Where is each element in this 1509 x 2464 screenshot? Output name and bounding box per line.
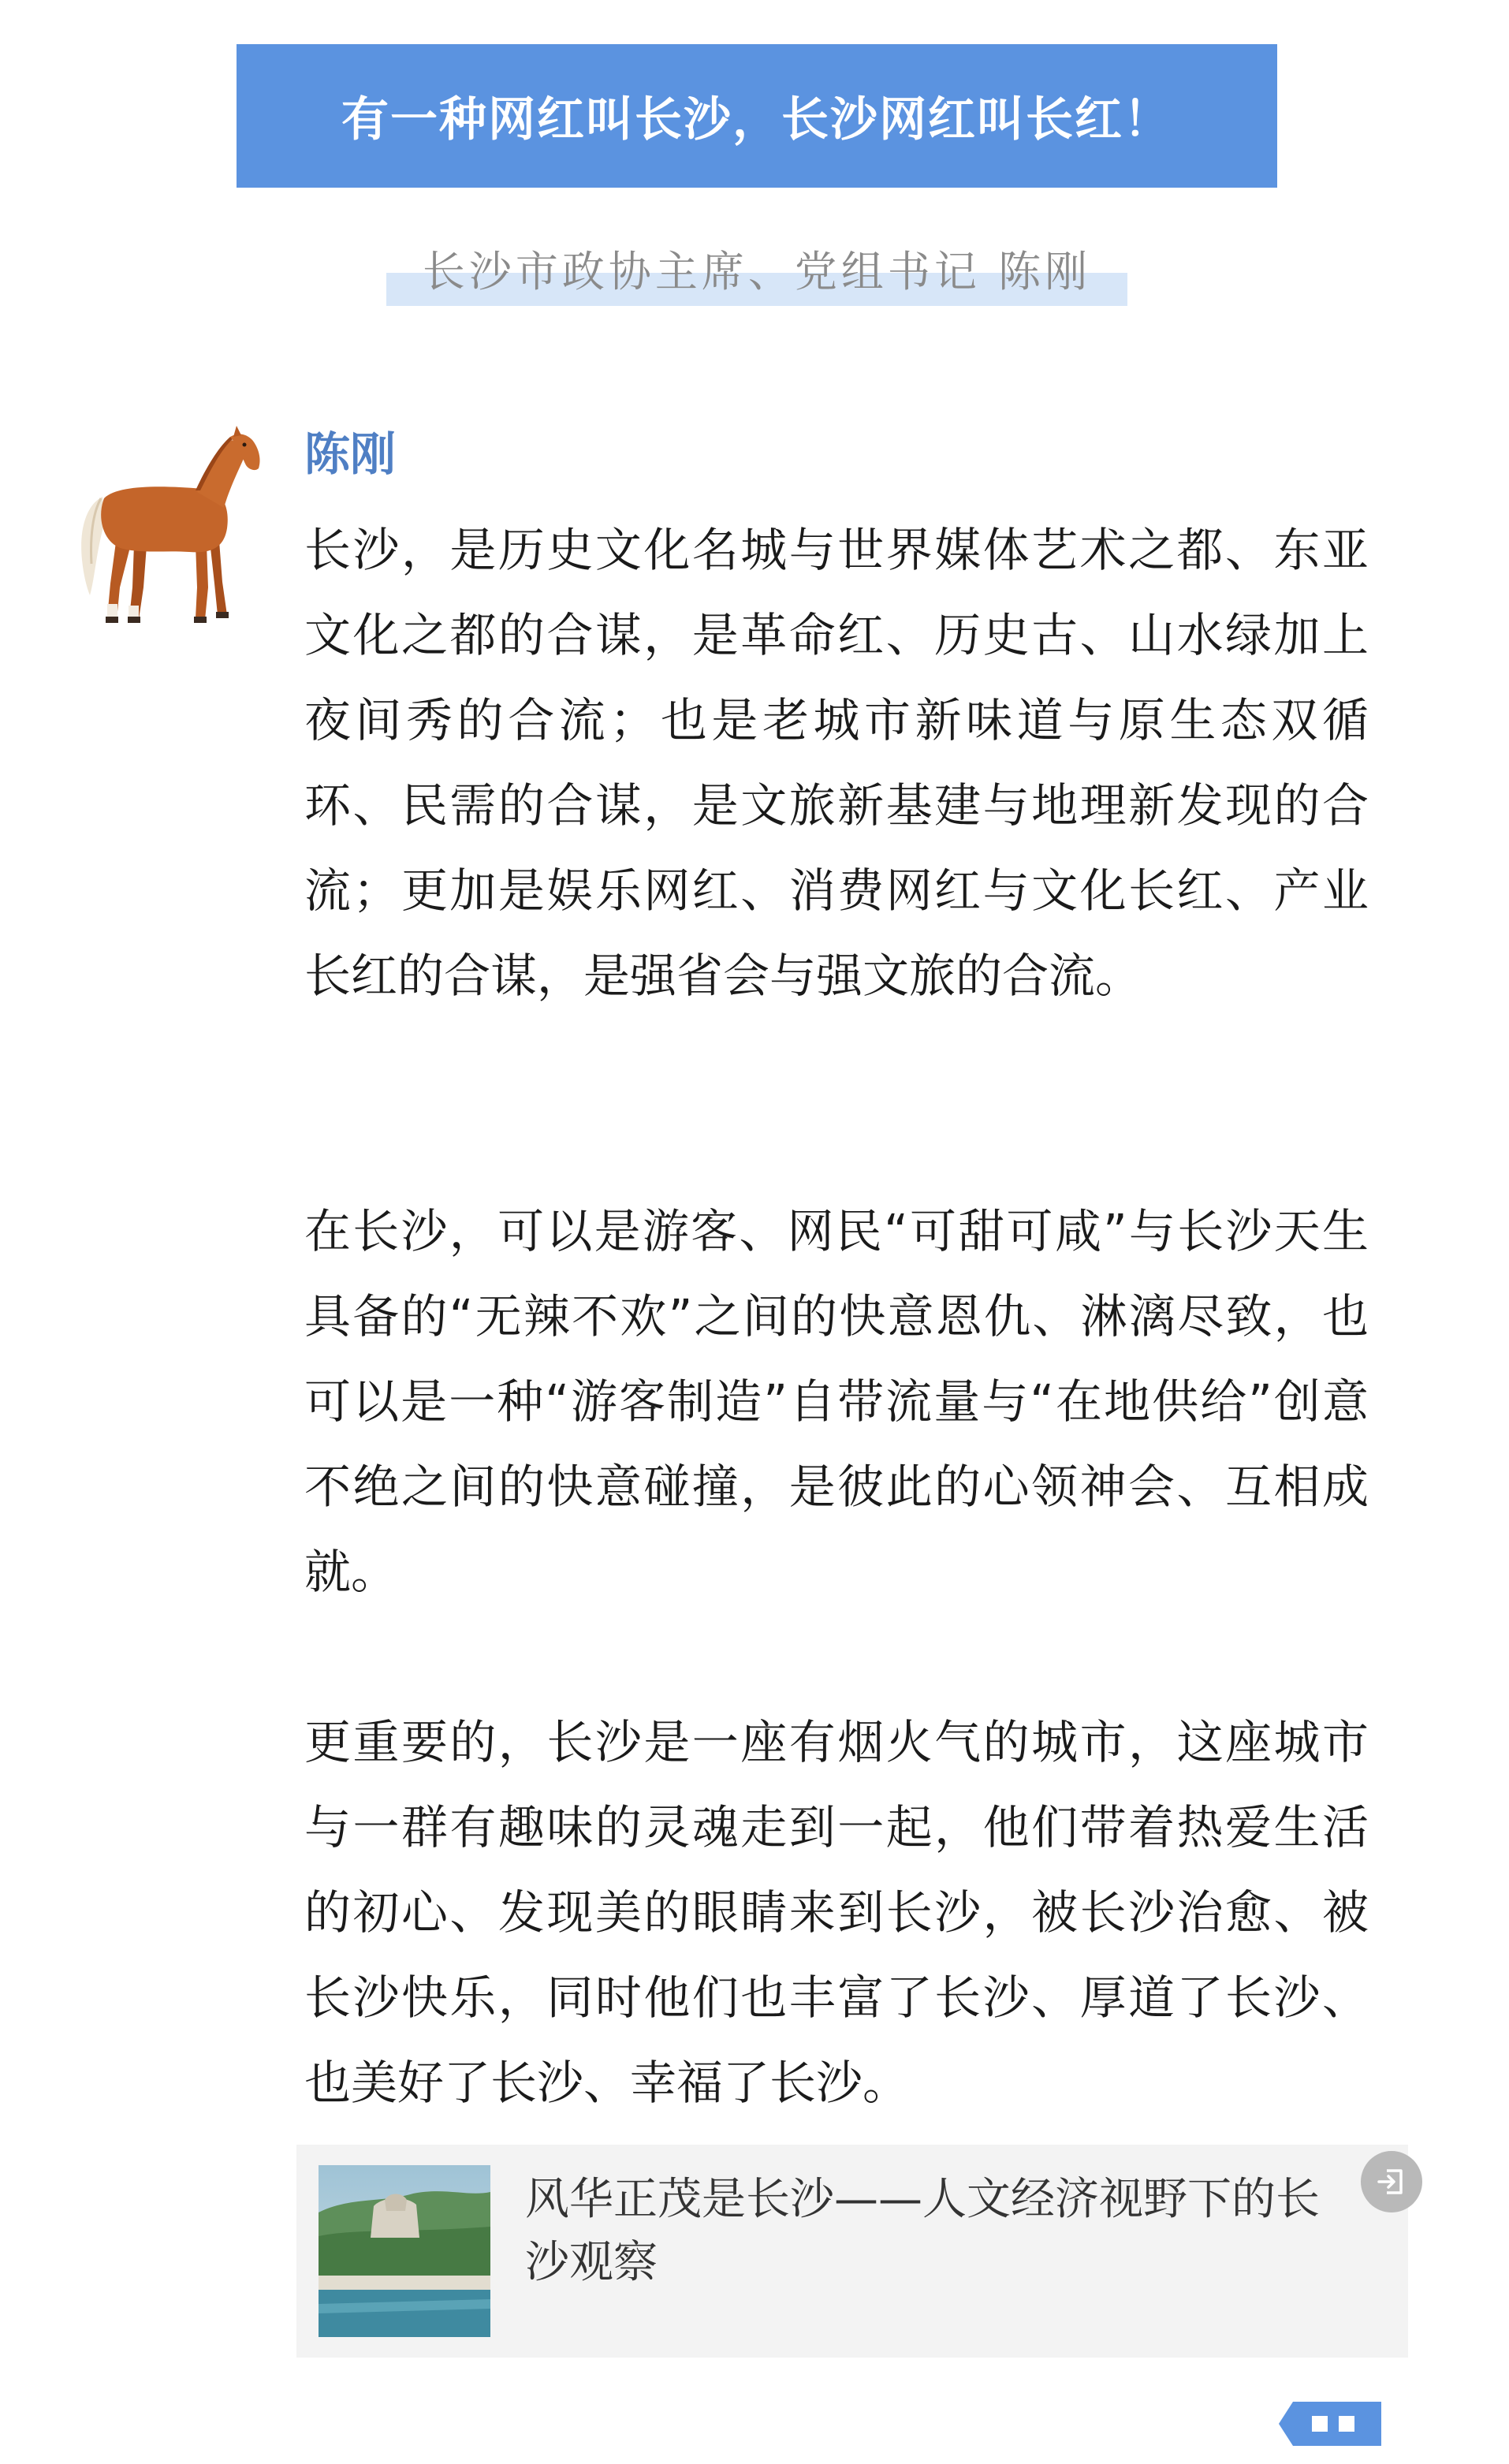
byline — [386, 237, 1127, 308]
paragraph-3: 更重要的，长沙是一座有烟火气的城市，这座城市与一群有趣味的灵魂走到一起，他们带着热爱生活的初心、发现美的眼睛来到长沙，被长沙治愈、被长沙快乐，同时他们也丰富了长沙、厚道了长沙、也美好了长沙、幸福了长沙。 — [304, 1715, 1369, 2110]
article-title: 有一种网红叫长沙，长沙网红叫长红！ — [341, 92, 1172, 147]
more-badge-icon — [1279, 2402, 1381, 2446]
byline-text: 长沙市政协主席、党组书记 陈刚 — [422, 247, 1092, 296]
paragraph-1: 长沙，是历史文化名城与世界媒体艺术之都、东亚文化之都的合谋，是革命红、历史古、山水绿加上夜间秀的合流；也是老城市新味道与原生态双循环、民需的合谋，是文旅新基建与地理新发现的合流；更加是娱乐网红、消费网红与文化长红、产业长红的合谋，是强省会与强文旅的合流。 — [304, 523, 1369, 1003]
card-title: 风华正茂是长沙——人文经济视野下的长沙观察 — [525, 2174, 1320, 2288]
author-name: 陈刚 — [304, 427, 397, 481]
related-article-card[interactable] — [296, 2145, 1408, 2358]
title-banner — [237, 44, 1277, 188]
paragraph-2: 在长沙，可以是游客、网民“可甜可咸”与长沙天生具备的“无辣不欢”之间的快意恩仇、淋漓尽致，也可以是一种“游客制造”自带流量与“在地供给”创意不绝之间的快意碰撞，是彼此的心领神会、互相成就。 — [304, 1204, 1369, 1599]
horse-avatar-icon — [55, 426, 268, 631]
open-link-icon[interactable] — [1361, 2151, 1422, 2212]
card-thumbnail-image — [319, 2165, 490, 2337]
